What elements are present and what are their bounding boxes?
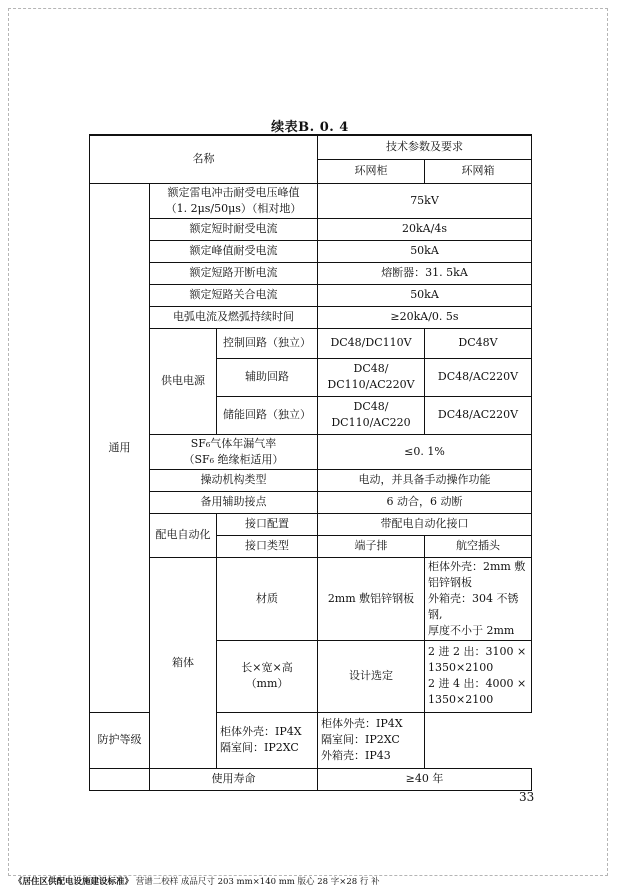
cell-box-line: 柜体外壳：IP4X bbox=[321, 717, 403, 730]
row-label: 电弧电流及燃弧持续时间 bbox=[150, 306, 318, 328]
row-value: 50kA bbox=[318, 284, 532, 306]
group-blank bbox=[90, 768, 150, 790]
cell-box-line: 外箱壳：304 不锈钢, bbox=[428, 591, 519, 621]
footer-info: 营谱二校样 成品尺寸 203 mm×140 mm 版心 28 字×28 行 补 bbox=[133, 877, 380, 887]
row-value: ≥20kA/0. 5s bbox=[318, 306, 532, 328]
row-value: ≤0. 1% bbox=[318, 434, 532, 469]
row-value: 带配电自动化接口 bbox=[318, 513, 532, 535]
group-automation: 配电自动化 bbox=[150, 513, 217, 557]
header-tech: 技术参数及要求 bbox=[318, 135, 532, 159]
cell-box-line: 外箱壳：IP43 bbox=[321, 749, 391, 762]
row-label: 材质 bbox=[217, 557, 318, 640]
cell-cabinet-line: 隔室间：IP2XC bbox=[220, 741, 299, 754]
row-value: 20kA/4s bbox=[318, 218, 532, 240]
cell-cabinet-line: 柜体外壳：IP4X bbox=[220, 725, 302, 738]
row-label: 额定短时耐受电流 bbox=[150, 218, 318, 240]
cell-box-line: 1350×2100 bbox=[428, 661, 494, 674]
table-row bbox=[90, 469, 532, 491]
table-caption: 续表B. 0. 4 bbox=[271, 120, 349, 135]
row-value: 75kV bbox=[318, 183, 532, 218]
table-row bbox=[90, 768, 532, 790]
table-row bbox=[90, 557, 532, 640]
row-label-sub: （mm） bbox=[245, 677, 289, 690]
print-footer bbox=[14, 875, 380, 887]
table-row bbox=[90, 218, 532, 240]
row-label: 使用寿命 bbox=[150, 768, 318, 790]
cell-cabinet: 端子排 bbox=[318, 535, 425, 557]
cell-box-line: 隔室间：IP2XC bbox=[321, 733, 400, 746]
row-label: 额定峰值耐受电流 bbox=[150, 240, 318, 262]
row-label: 长×宽×高 bbox=[241, 661, 293, 674]
row-label: 操动机构类型 bbox=[150, 469, 318, 491]
cell-box-line: 铝锌钢板 bbox=[428, 575, 472, 589]
row-label: SF₆气体年漏气率 bbox=[190, 436, 277, 450]
row-label: 备用辅助接点 bbox=[150, 491, 318, 513]
row-value: 电动，并具备手动操作功能 bbox=[318, 469, 532, 491]
row-label: 接口类型 bbox=[217, 535, 318, 557]
table-row bbox=[90, 284, 532, 306]
row-label: 接口配置 bbox=[217, 513, 318, 535]
cell-box-line: 柜体外壳：2mm 敷 bbox=[428, 559, 526, 573]
header-ring-box: 环网箱 bbox=[425, 159, 532, 183]
cell-cabinet-line: DC48/ bbox=[353, 362, 389, 375]
cell-box-line: 厚度不小于 2mm bbox=[428, 623, 515, 637]
table-row bbox=[90, 306, 532, 328]
table-row bbox=[90, 240, 532, 262]
row-label: 防护等级 bbox=[90, 712, 150, 768]
row-value: 6 动合，6 动断 bbox=[318, 491, 532, 513]
cell-box-line: 2 进 2 出：3100 × bbox=[428, 645, 527, 658]
table-row bbox=[90, 328, 532, 358]
row-value: ≥40 年 bbox=[318, 768, 532, 790]
cell-cabinet-line: DC110/AC220V bbox=[327, 378, 415, 391]
footer-title: 《居住区供配电设施建设标准》 bbox=[14, 877, 134, 887]
row-label: 额定短路关合电流 bbox=[150, 284, 318, 306]
cell-cabinet-line: DC110/AC220 bbox=[331, 416, 411, 429]
table-row bbox=[90, 434, 532, 469]
cell-box-line: 2 进 4 出：4000 × bbox=[428, 677, 527, 690]
group-power-supply: 供电电源 bbox=[150, 328, 217, 434]
cell-cabinet: 设计选定 bbox=[318, 640, 425, 712]
cell-box: DC48/AC220V bbox=[425, 396, 532, 434]
group-general: 通用 bbox=[90, 183, 150, 712]
table-row bbox=[90, 491, 532, 513]
cell-box-line: 1350×2100 bbox=[428, 693, 494, 706]
table-row bbox=[90, 135, 532, 159]
table-row bbox=[90, 513, 532, 535]
header-name: 名称 bbox=[90, 135, 318, 183]
row-label-sub: （1. 2μs/50μs）（相对地） bbox=[165, 201, 302, 215]
cell-box: 航空插头 bbox=[425, 535, 532, 557]
table-row bbox=[90, 183, 532, 218]
cell-cabinet: DC48/DC110V bbox=[318, 328, 425, 358]
row-label: 辅助回路 bbox=[217, 358, 318, 396]
spec-table bbox=[89, 134, 532, 791]
cell-box: DC48V bbox=[425, 328, 532, 358]
page-number: 33 bbox=[519, 790, 535, 804]
cell-cabinet: 2mm 敷铝锌钢板 bbox=[318, 557, 425, 640]
row-value: 50kA bbox=[318, 240, 532, 262]
row-label: 额定雷电冲击耐受电压峰值 bbox=[167, 185, 300, 199]
row-label: 控制回路（独立） bbox=[217, 328, 318, 358]
group-enclosure: 箱体 bbox=[150, 557, 217, 768]
row-label-sub: （SF₆ 绝缘柜适用） bbox=[183, 452, 284, 466]
cell-cabinet-line: DC48/ bbox=[353, 400, 389, 413]
table-row bbox=[90, 262, 532, 284]
header-ring-cabinet: 环网柜 bbox=[318, 159, 425, 183]
row-label: 储能回路（独立） bbox=[217, 396, 318, 434]
cell-box: DC48/AC220V bbox=[425, 358, 532, 396]
row-value: 熔断器：31. 5kA bbox=[318, 262, 532, 284]
row-label: 额定短路开断电流 bbox=[150, 262, 318, 284]
